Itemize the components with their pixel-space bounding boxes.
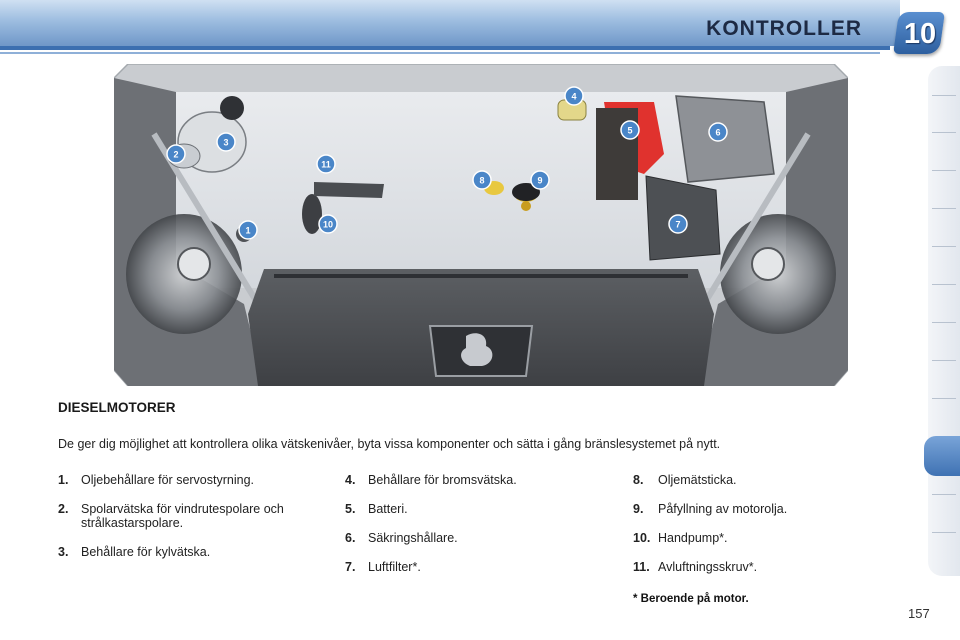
legend-column-1 <box>58 473 318 574</box>
callout-4: 4 <box>571 91 577 102</box>
engine-bay-illustration <box>114 64 848 386</box>
callout-6: 6 <box>715 127 721 138</box>
callout-11: 11 <box>321 159 331 170</box>
chapter-tab-divider <box>932 208 956 209</box>
legend-item-number: 2. <box>58 502 69 516</box>
legend-item-number: 5. <box>345 502 356 516</box>
legend-item <box>345 560 585 574</box>
legend-item <box>633 473 873 487</box>
legend-item <box>345 473 585 487</box>
chapter-tab-divider <box>932 170 956 171</box>
legend-item-text: Avluftningsskruv*. <box>658 560 758 574</box>
legend-item <box>633 560 873 574</box>
callout-8: 8 <box>479 175 485 186</box>
legend-item <box>58 502 318 530</box>
chapter-tab-divider <box>932 322 956 323</box>
chapter-tab-divider <box>932 132 956 133</box>
chapter-tab-divider <box>932 284 956 285</box>
legend-item-text: Spolarvätska för vindrutespolare och strålkastarspolare. <box>81 502 284 530</box>
legend-item-text: Behållare för kylvätska. <box>81 545 211 559</box>
legend-item <box>58 473 318 487</box>
section-title: DIESELMOTORER <box>58 400 176 415</box>
legend-item-number: 11. <box>633 560 650 574</box>
chapter-title: KONTROLLER <box>706 17 862 40</box>
legend-item <box>633 531 873 545</box>
chapter-tab-divider <box>932 532 956 533</box>
callout-2: 2 <box>173 149 179 160</box>
legend-item-number: 4. <box>345 473 356 487</box>
chapter-tab-divider <box>932 494 956 495</box>
legend-item-number: 7. <box>345 560 356 574</box>
chapter-tab-divider <box>932 398 956 399</box>
legend-item <box>58 545 318 559</box>
footnote: * Beroende på motor. <box>633 593 749 605</box>
chapter-tab-divider <box>932 95 956 96</box>
legend-item-number: 10. <box>633 531 651 545</box>
chapter-number: 10 <box>903 18 937 50</box>
callout-3: 3 <box>223 137 229 148</box>
legend-column-2 <box>345 473 585 589</box>
legend-item-number: 3. <box>58 545 69 559</box>
callout-5: 5 <box>627 125 633 136</box>
callout-1: 1 <box>245 225 251 236</box>
legend-column-3 <box>633 473 873 589</box>
legend-item-number: 8. <box>633 473 644 487</box>
header-stripe-thin <box>0 52 880 54</box>
legend-item-number: 9. <box>633 502 644 516</box>
chapter-tab-divider <box>932 360 956 361</box>
legend-item-text: Oljemätsticka. <box>658 473 737 487</box>
legend-item-text: Säkringshållare. <box>368 531 458 545</box>
chapter-tab-active[interactable] <box>924 436 960 476</box>
chapter-tab-divider <box>932 246 956 247</box>
legend-item <box>345 531 585 545</box>
legend-item-text: Handpump*. <box>658 531 728 545</box>
header-stripe <box>0 46 890 50</box>
legend-item-text: Behållare för bromsvätska. <box>368 473 517 487</box>
callout-10: 10 <box>322 219 334 230</box>
legend-item <box>345 502 585 516</box>
page-number: 157 <box>908 606 930 621</box>
legend-item-text: Oljebehållare för servostyrning. <box>81 473 254 487</box>
callout-7: 7 <box>675 219 681 230</box>
page-header <box>0 0 960 62</box>
legend-item-number: 1. <box>58 473 69 487</box>
legend-item <box>633 502 873 516</box>
legend-item-text: Påfyllning av motorolja. <box>658 502 788 516</box>
legend-item-text: Luftfilter*. <box>368 560 421 574</box>
chapter-tabs <box>928 66 960 576</box>
legend-item-number: 6. <box>345 531 356 545</box>
section-intro: De ger dig möjlighet att kontrollera olika vätskenivåer, byta vissa komponenter och sätta i gång bränslesystemet på nytt. <box>58 437 721 451</box>
legend-item-text: Batteri. <box>368 502 408 516</box>
callout-9: 9 <box>537 175 543 186</box>
